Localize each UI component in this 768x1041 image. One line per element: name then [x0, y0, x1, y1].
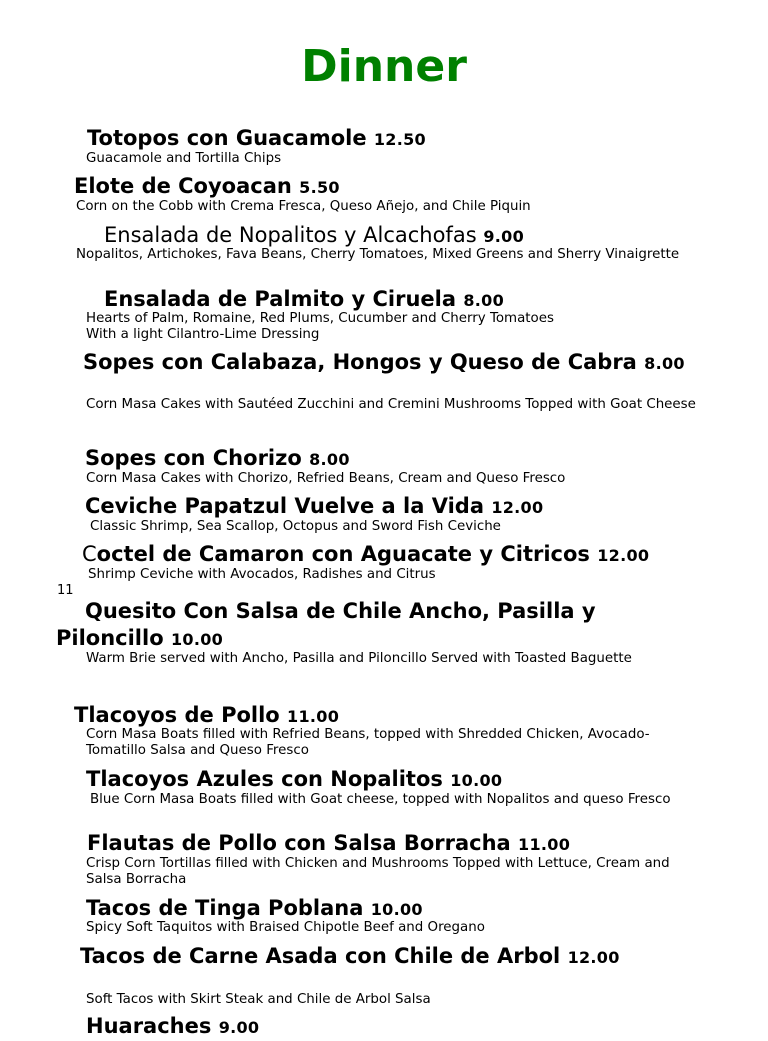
menu-item-price: 8.00: [309, 450, 350, 469]
menu-item-description: Spicy Soft Taquitos with Braised Chipotle Beef and Oregano: [86, 920, 485, 935]
menu-item-name: Sopes con Calabaza, Hongos y Queso de Cabra 8.00: [83, 350, 685, 374]
menu-item-description: Guacamole and Tortilla Chips: [86, 151, 282, 166]
page-title: Dinner: [301, 41, 467, 92]
menu-item-price: 8.00: [463, 291, 505, 310]
menu-item-description-line-2: With a light Cilantro-Lime Dressing: [86, 327, 320, 342]
menu-item-name: Tlacoyos Azules con Nopalitos 10.00: [86, 767, 503, 791]
menu-item-name: Tacos de Tinga Poblana 10.00: [86, 896, 423, 920]
menu-item-description: Crisp Corn Tortillas filled with Chicken and Mushrooms Topped with Lettuce, Cream and Salsa Borracha: [86, 856, 670, 887]
menu-item-price: 12.50: [373, 130, 426, 149]
menu-item-price: 9.00: [218, 1018, 260, 1037]
menu-item-price: 5.50: [299, 178, 340, 197]
menu-item-description: Classic Shrimp, Sea Scallop, Octopus and Sword Fish Ceviche: [90, 519, 501, 534]
stray-number: 11: [57, 583, 74, 598]
menu-item-price: 11.00: [287, 707, 340, 726]
menu-item-price: 10.00: [370, 900, 423, 919]
menu-item-price: 10.00: [450, 771, 503, 790]
menu-item-name: Ensalada de Nopalitos y Alcachofas 9.00: [104, 223, 525, 247]
menu-item-description: Shrimp Ceviche with Avocados, Radishes and Citrus: [88, 567, 436, 582]
menu-item-description: Warm Brie served with Ancho, Pasilla and Piloncillo Served with Toasted Baguette: [86, 651, 632, 666]
menu-item-price: 9.00: [483, 227, 525, 246]
menu-item-description: Corn Masa Cakes with Chorizo, Refried Beans, Cream and Queso Fresco: [86, 471, 566, 486]
menu-item-name: Quesito Con Salsa de Chile Ancho, Pasilla y Piloncillo 10.00: [56, 599, 596, 650]
menu-item-description: Corn on the Cobb with Crema Fresca, Queso Añejo, and Chile Piquin: [76, 199, 531, 214]
menu-item-description: Soft Tacos with Skirt Steak and Chile de Arbol Salsa: [86, 992, 431, 1007]
menu-item-name: Ceviche Papatzul Vuelve a la Vida 12.00: [85, 494, 544, 518]
menu-item-name: Tlacoyos de Pollo 11.00: [74, 703, 340, 727]
menu-item-description: Corn Masa Boats filled with Refried Beans, topped with Shredded Chicken, Avocado-Tomatillo Salsa and Queso Fresco: [86, 727, 650, 758]
menu-item-name: Flautas de Pollo con Salsa Borracha 11.00: [87, 831, 571, 855]
menu-item-price: 12.00: [567, 948, 620, 967]
menu-item-description: Blue Corn Masa Boats filled with Goat cheese, topped with Nopalitos and queso Fresco: [90, 792, 671, 807]
menu-item-description: Corn Masa Cakes with Sautéed Zucchini and Cremini Mushrooms Topped with Goat Cheese: [86, 397, 696, 412]
menu-item-price: 8.00: [644, 354, 685, 373]
menu-item-price: 12.00: [491, 498, 544, 517]
menu-item-name: Tacos de Carne Asada con Chile de Arbol 12.00: [80, 944, 620, 968]
menu-item-description: Hearts of Palm, Romaine, Red Plums, Cucumber and Cherry Tomatoes: [86, 311, 554, 326]
menu-item-price: 12.00: [597, 546, 650, 565]
menu-item-price: 10.00: [170, 630, 224, 649]
menu-item-name: Elote de Coyoacan 5.50: [74, 174, 340, 198]
menu-item-name: Huaraches 9.00: [86, 1014, 260, 1038]
menu-item-name: Coctel de Camaron con Aguacate y Citricos 12.00: [82, 542, 650, 566]
menu-item-description: Nopalitos, Artichokes, Fava Beans, Cherry Tomatoes, Mixed Greens and Sherry Vinaigrette: [76, 247, 680, 262]
menu-item-name: Ensalada de Palmito y Ciruela 8.00: [104, 287, 505, 311]
menu-item-price: 11.00: [518, 835, 571, 854]
menu-item-name: Totopos con Guacamole 12.50: [87, 126, 426, 150]
menu-item-name: Sopes con Chorizo 8.00: [85, 446, 350, 470]
